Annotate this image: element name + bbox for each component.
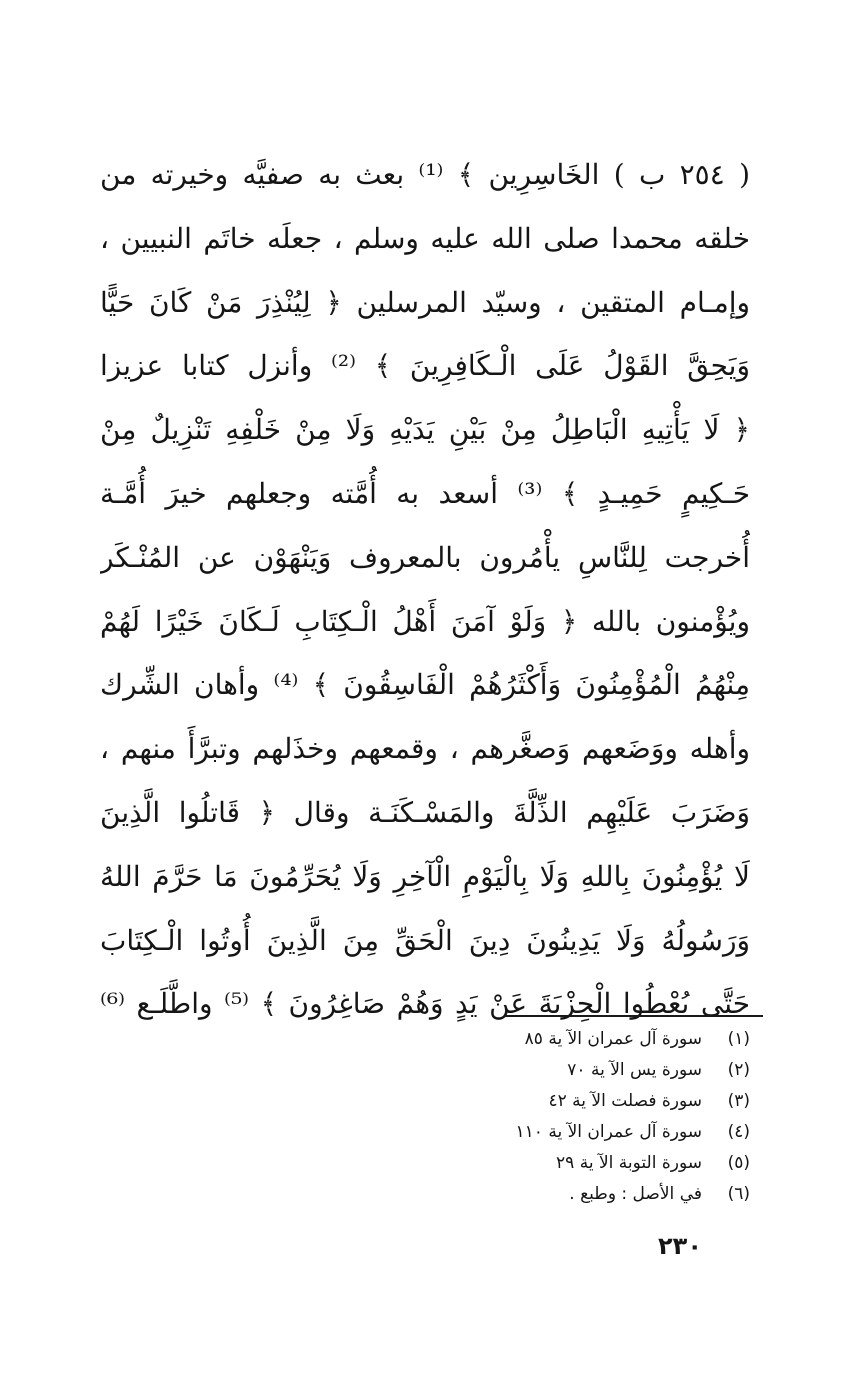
text-line: ويُؤْمنون بالله ﴿ وَلَوْ آمَنَ أَهْلُ الْـكِتَابِ لَـكَانَ خَيْرًا لَهُمْ [100, 604, 750, 638]
text-line: ( ٢٥٤ ب ) الخَاسِرِين ﴾ ⁽¹⁾ بعث به صفيَّه وخيرته من [100, 158, 750, 191]
footnote-item [410, 1024, 750, 1055]
footnote-number: (١) [727, 1029, 750, 1049]
footnote-text: سورة آل عمران الآ ية ٨٥ [524, 1029, 702, 1049]
main-text-block [100, 143, 750, 1036]
footnote-number: (٦) [727, 1184, 750, 1204]
text-line: ﴿ لَا يَأْتِيهِ الْبَاطِلُ مِنْ بَيْنِ يَدَيْهِ وَلَا مِنْ خَلْفِهِ تَنْزِيلٌ مِنْ [100, 413, 750, 447]
footnote-item [410, 1117, 750, 1148]
text-line: وأهله ووَضَعهم وَصغَّرهم ، وقمعهم وخذَلهم وتبرَّأَ منهم ، [100, 732, 750, 766]
text-line: حَـكِيمٍ حَمِيـدٍ ﴾ ⁽³⁾ أسعد به أُمَّته وجعلهم خيرَ أُمَّـة [100, 476, 750, 510]
footnote-item [410, 1179, 750, 1210]
footnote-item [410, 1086, 750, 1117]
footnote-number: (٢) [727, 1060, 750, 1080]
text-line: وَرَسُولُهُ وَلَا يَدِينُونَ دِينَ الْحَقِّ مِنَ الَّذِينَ أُوتُوا الْـكِتَابَ [100, 923, 750, 957]
footnote-number: (٥) [727, 1153, 750, 1173]
footnote-text: سورة آل عمران الآ ية ١١٠ [515, 1122, 702, 1142]
footnote-text: سورة يس الآ ية ٧٠ [567, 1060, 702, 1080]
footnote-text: في الأصل : وطبع . [569, 1184, 702, 1204]
text-line: وإمـام المتقين ، وسيّد المرسلين ﴿ لِيُنْذِرَ مَنْ كَانَ حَيًّا [100, 285, 750, 319]
footnote-text: سورة فصلت الآ ية ٤٢ [548, 1091, 702, 1111]
text-line: وَضَرَبَ عَلَيْهِم الذِّلَّةَ والمَسْـكَنَـة وقال ﴿ قَاتلُوا الَّذِينَ [100, 795, 750, 829]
footnote-text: سورة التوبة الآ ية ٢٩ [556, 1153, 702, 1173]
footnote-separator [505, 1015, 763, 1017]
text-line: مِنْهُمُ الْمُؤْمِنُونَ وَأَكْثَرُهُمْ الْفَاسِقُونَ ﴾ ⁽⁴⁾ وأهان الشِّرك [100, 668, 750, 702]
footnote-item [410, 1148, 750, 1179]
footnotes [410, 1024, 750, 1210]
text-line: وَيَحِقَّ القَوْلُ عَلَى الْـكَافِرِينَ ﴾ ⁽²⁾ وأنزل كتابا عزيزا [100, 349, 750, 383]
text-line: حَتَّى يُعْطُوا الْجِزْيَةَ عَنْ يَدٍ وَهُمْ صَاغِرُونَ ﴾ ⁽⁵⁾ واطَّلَـع ⁽⁶⁾ [100, 987, 750, 1021]
page-number: ٢٣٠ [658, 1232, 702, 1260]
footnote-number: (٣) [727, 1091, 750, 1111]
footnote-number: (٤) [727, 1122, 750, 1142]
text-line: لَا يُؤْمِنُونَ بِاللهِ وَلَا بِالْيَوْمِ الْآخِرِ وَلَا يُحَرِّمُونَ مَا حَرَّمَ اللهُ [100, 859, 750, 893]
footnote-item [410, 1055, 750, 1086]
text-line: أُخرجت لِلنَّاسِ يأْمُرون بالمعروف وَيَنْهَوْن عن المُنْـكَر [100, 540, 750, 574]
text-line: خلقه محمدا صلى الله عليه وسلم ، جعلَه خاتَم النبيين ، [100, 221, 750, 255]
